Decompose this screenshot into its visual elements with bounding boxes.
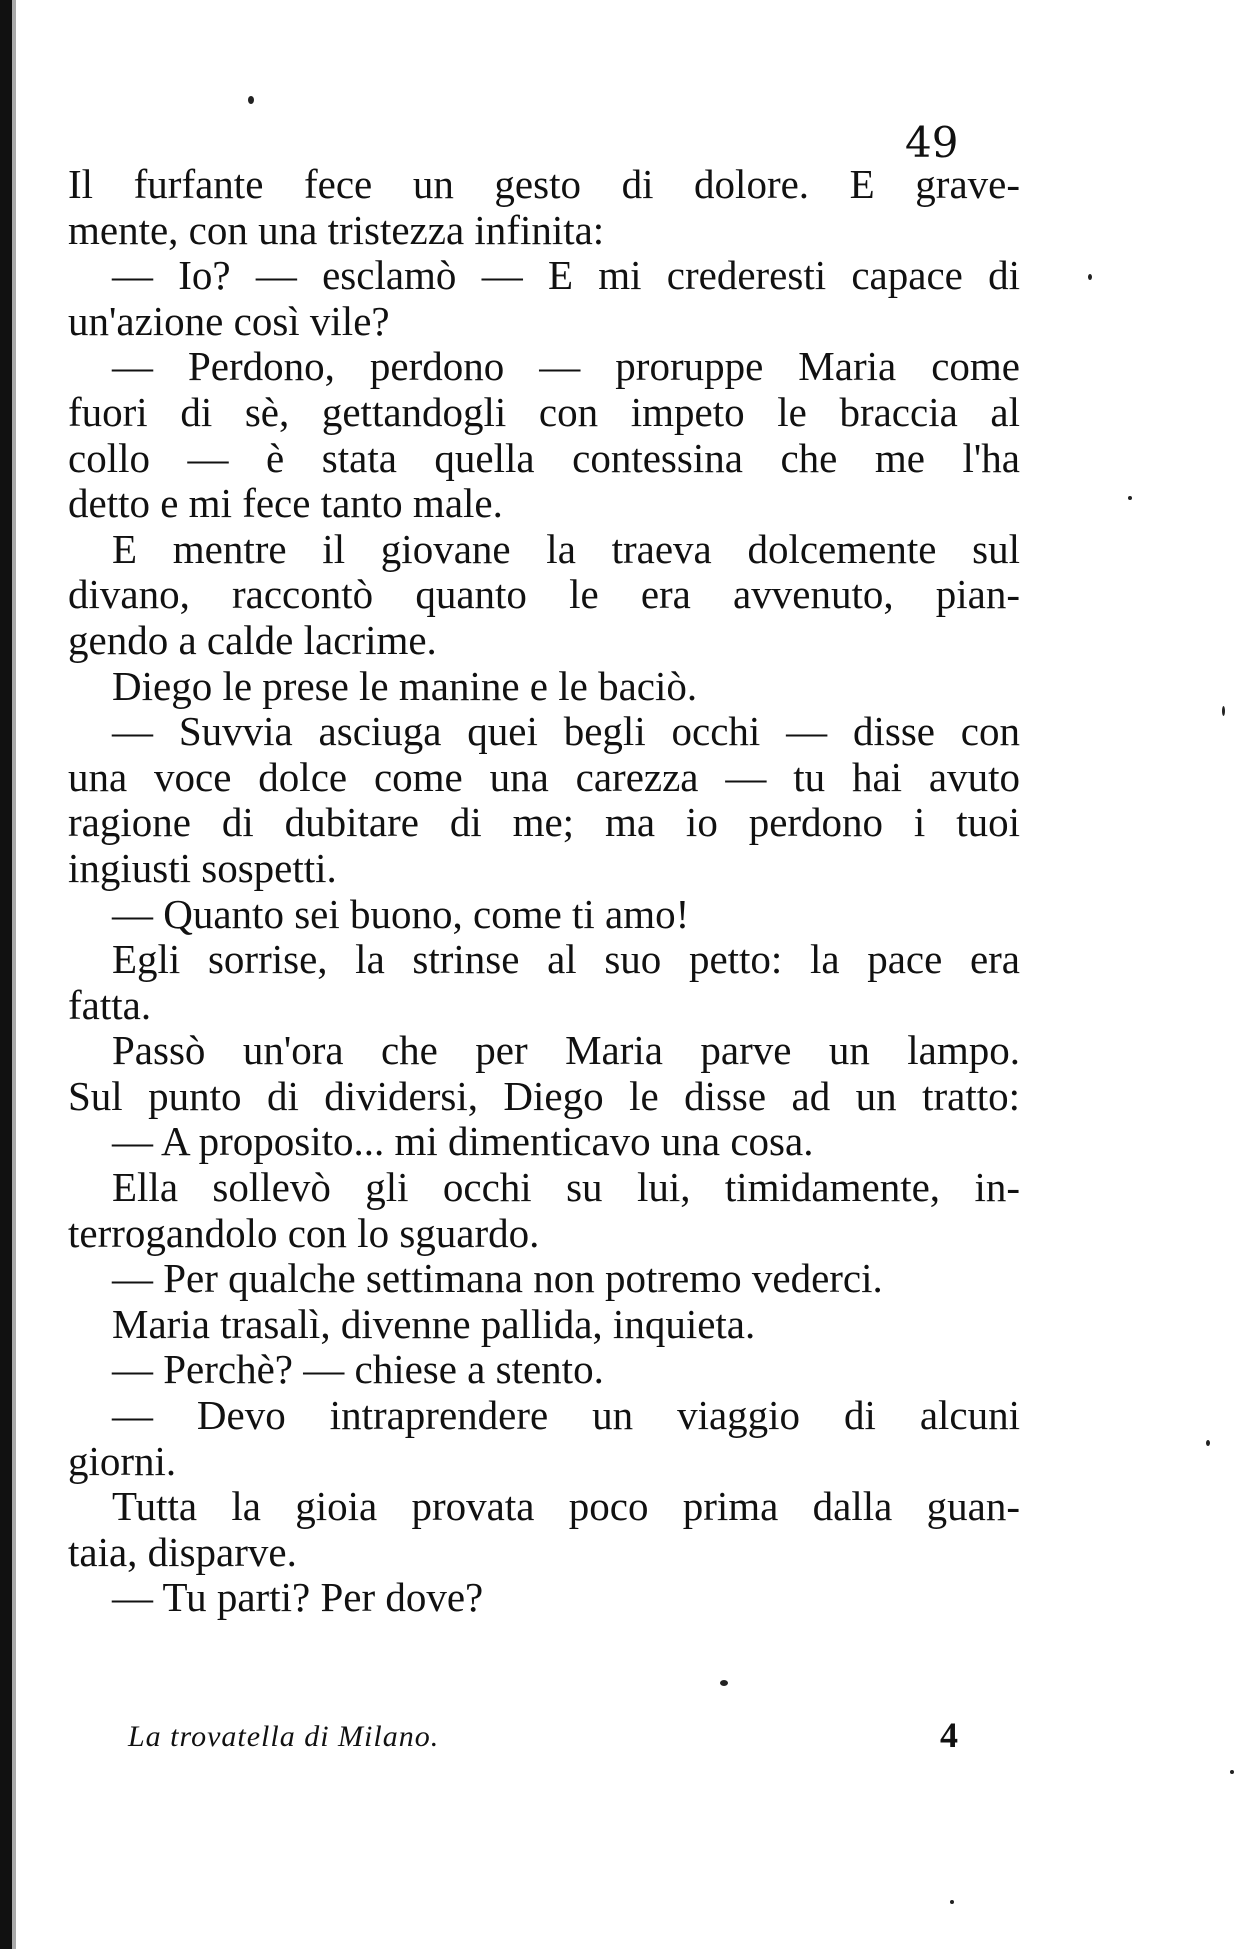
text-line: giorni. [68,1437,177,1484]
text-line: — Per qualche settimana non potremo vederci. [112,1255,883,1302]
text-line: un'azione così vile? [68,297,390,344]
text-line: E mentre il giovane la traeva dolcemente sul [112,525,1020,572]
text-line: Egli sorrise, la strinse al suo petto: la pace era [112,936,1020,983]
text-line: — A proposito... mi dimenticavo una cosa. [112,1118,814,1165]
text-line: Tutta la gioia provata poco prima dalla guan- [112,1483,1020,1530]
text-line: Il furfante fece un gesto di dolore. E grave- [68,161,1020,207]
text-line: Diego le prese le manine e le baciò. [112,662,698,709]
page-number: 49 [905,118,959,167]
book-spine-shadow [0,0,12,1949]
speck-mark [1128,496,1132,500]
speck-mark [1088,274,1092,280]
text-line: una voce dolce come una carezza — tu hai avuto [68,753,1020,800]
text-line: taia, disparve. [68,1528,297,1575]
text-line: ingiusti sospetti. [68,844,337,891]
page-footer [128,1714,958,1766]
book-gutter-shadow [12,0,16,1949]
text-line: Maria trasalì, divenne pallida, inquieta. [112,1300,756,1347]
text-line: — Perchè? — chiese a stento. [112,1346,604,1393]
text-line: — Devo intraprendere un viaggio di alcuni [112,1392,1020,1439]
body-text [68,162,1020,1621]
text-line: fuori di sè, gettandogli con impeto le braccia al [68,388,1020,435]
text-line: Ella sollevò gli occhi su lui, timidamente, in- [112,1164,1020,1211]
speck-mark [1222,706,1225,716]
signature-mark: 4 [940,1715,958,1755]
text-line: Passò un'ora che per Maria parve un lampo. [112,1027,1020,1074]
text-line: — Tu parti? Per dove? [112,1574,484,1621]
running-footer-title: La trovatella di Milano. [128,1720,440,1753]
text-line: — Quanto sei buono, come ti amo! [112,890,690,937]
text-line: mente, con una tristezza infinita: [68,206,605,253]
text-line: divano, raccontò quanto le era avvenuto, pian- [68,571,1020,618]
speck-mark [1230,1770,1234,1774]
text-line: Sul punto di dividersi, Diego le disse ad un tratto: [68,1072,1020,1119]
text-line: — Perdono, perdono — proruppe Maria come [112,343,1020,390]
text-line: — Suvvia asciuga quei begli occhi — disse con [112,708,1020,755]
text-line: gendo a calde lacrime. [68,616,437,663]
text-line: ragione di dubitare di me; ma io perdono i tuoi [68,799,1020,846]
speck-mark [950,1900,954,1904]
text-line: fatta. [68,981,152,1028]
text-line: terrogandolo con lo sguardo. [68,1209,540,1256]
speck-mark [720,1680,728,1686]
text-line: — Io? — esclamò — E mi crederesti capace di [112,252,1020,299]
speck-mark [248,96,254,104]
text-line: detto e mi fece tanto male. [68,480,503,527]
text-line: collo — è stata quella contessina che me l'ha [68,434,1020,481]
speck-mark [1206,1440,1210,1446]
